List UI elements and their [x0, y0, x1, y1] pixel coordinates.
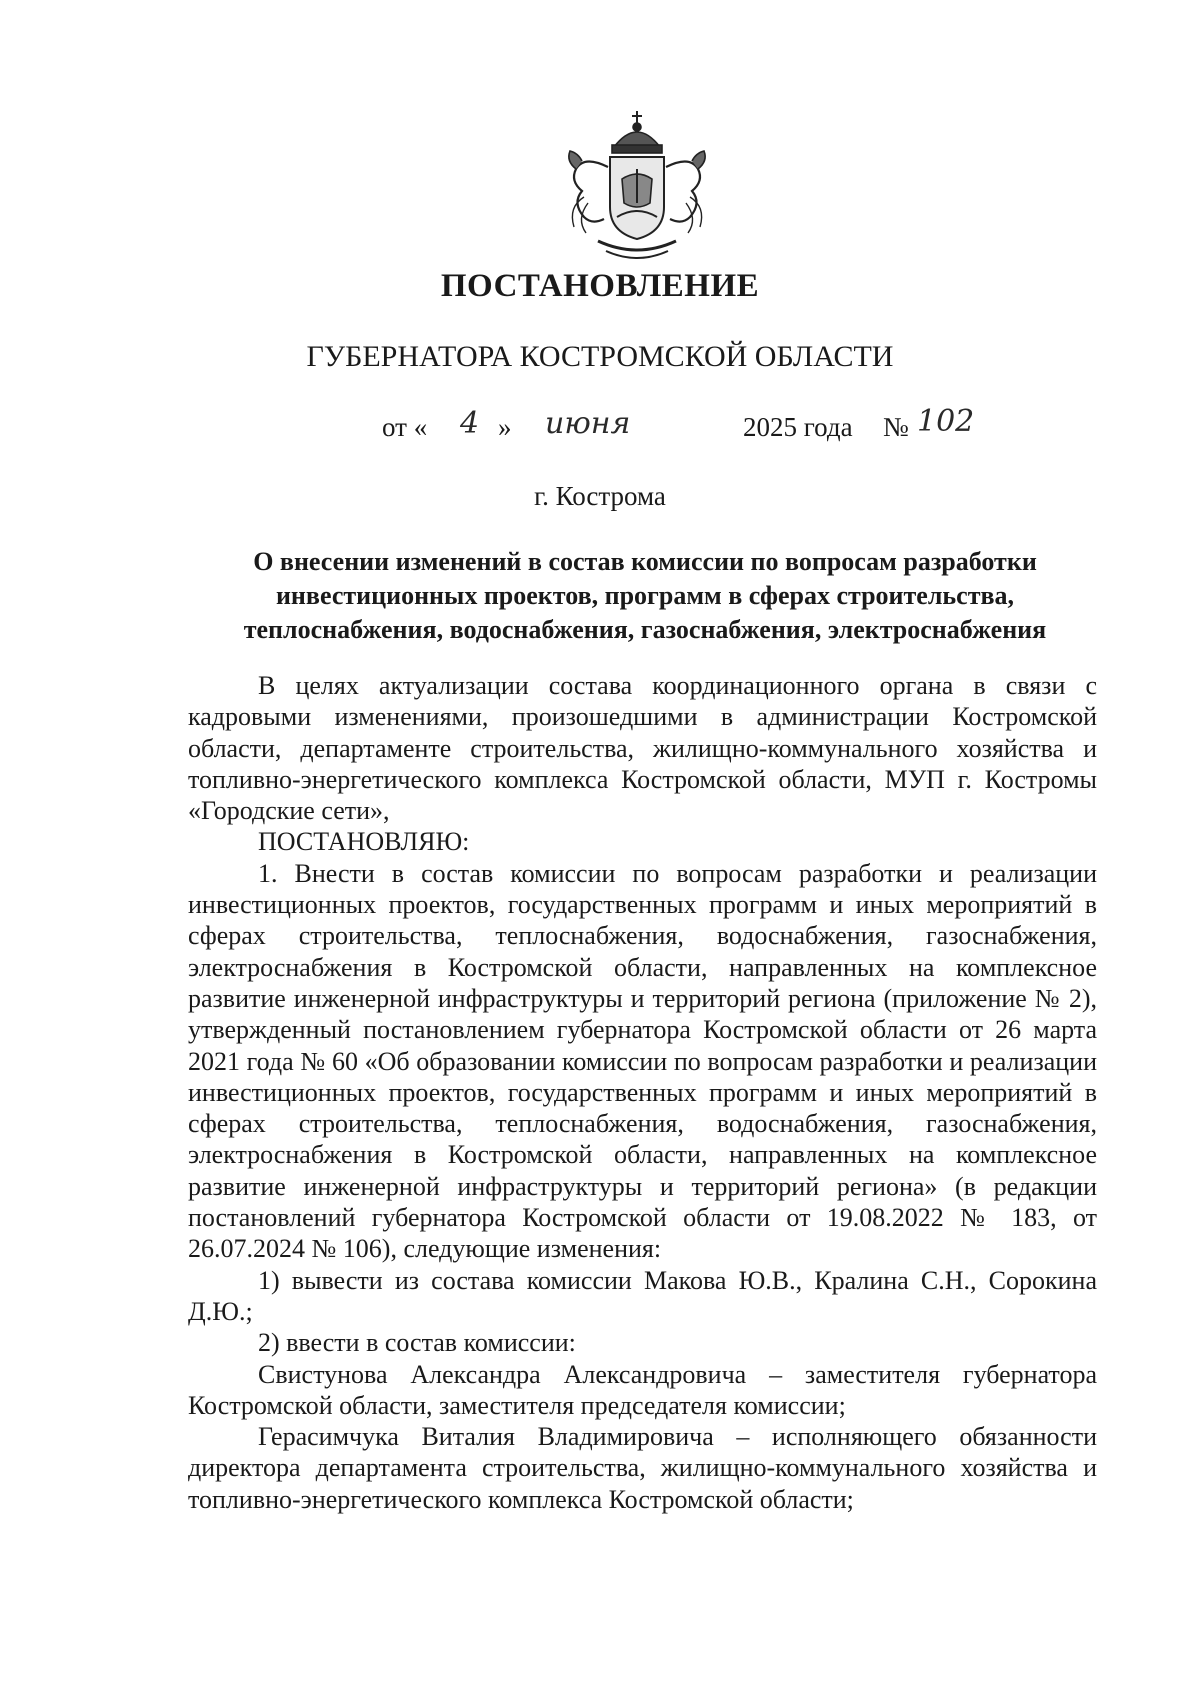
decree-word: ПОСТАНОВЛЯЮ: — [258, 827, 470, 857]
body-paragraph: 1. Внести в состав комиссии по вопросам разработки и реализации инвестиционных проектов, государственных программ и иных мероприятий в сферах строительства, теплоснабжения, водоснабжения, газоснабжения, электроснабжения в Костромской области, направленных на комплексное развитие инженерной инфраструктуры и территорий региона (приложение № 2), утвержденный постановлением губернатора Костромской области от 26 марта 2021 года № 60 «Об образовании комиссии по вопросам разработки и реализации инвестиционных проектов, государственных программ и иных мероприятий в сферах строительства, теплоснабжения, водоснабжения, газоснабжения, электроснабжения в Костромской области, направленных на комплексное развитие инженерной инфраструктуры и территорий региона» (в редакции постановлений губернатора Костромской области от 19.08.2022 № 183, от 26.07.2024 № 106), следующие изменения: — [188, 858, 1097, 1264]
document-title — [195, 545, 1095, 647]
handwritten-day: 4 — [460, 406, 480, 441]
body-paragraph: 1) вывести из состава комиссии Макова Ю.В., Кралина С.Н., Сорокина Д.Ю.; — [188, 1265, 1097, 1326]
title-line: О внесении изменений в состав комиссии по вопросам разработки — [253, 547, 1037, 576]
body-paragraph: В целях актуализации состава координационного органа в связи с кадровыми изменениями, произошедшими в администрации Костромской области, департаменте строительства, жилищно-коммунального хозяйства и топливно-энергетического комплекса Костромской области, МУП г. Костромы «Городские сети», — [188, 671, 1097, 826]
issuer-line: ГУБЕРНАТОРА КОСТРОМСКОЙ ОБЛАСТИ — [306, 340, 894, 373]
body-paragraph: 2) ввести в состав комиссии: — [258, 1328, 576, 1358]
date-prefix: от « — [382, 412, 428, 442]
title-line: теплоснабжения, водоснабжения, газоснабжения, электроснабжения — [243, 615, 1047, 644]
date-year: 2025 года — [743, 412, 853, 442]
coat-of-arms-emblem — [562, 107, 712, 267]
handwritten-number: 102 — [917, 404, 975, 439]
date-line — [0, 404, 1200, 452]
date-mid: » — [498, 412, 512, 442]
title-line: инвестиционных проектов, программ в сферах строительства, — [275, 581, 1015, 610]
document-body — [188, 670, 1097, 1515]
handwritten-month: июня — [545, 406, 631, 441]
city-line: г. Кострома — [534, 481, 666, 511]
document-heading: ПОСТАНОВЛЕНИЕ — [440, 268, 760, 304]
body-paragraph: Свистунова Александра Александровича – заместителя губернатора Костромской области, заместителя председателя комиссии; — [188, 1359, 1097, 1420]
number-label: № — [883, 412, 909, 442]
body-paragraph: Герасимчука Виталия Владимировича – исполняющего обязанности директора департамента строительства, жилищно-коммунального хозяйства и топливно-энергетического комплекса Костромской области; — [188, 1422, 1097, 1514]
